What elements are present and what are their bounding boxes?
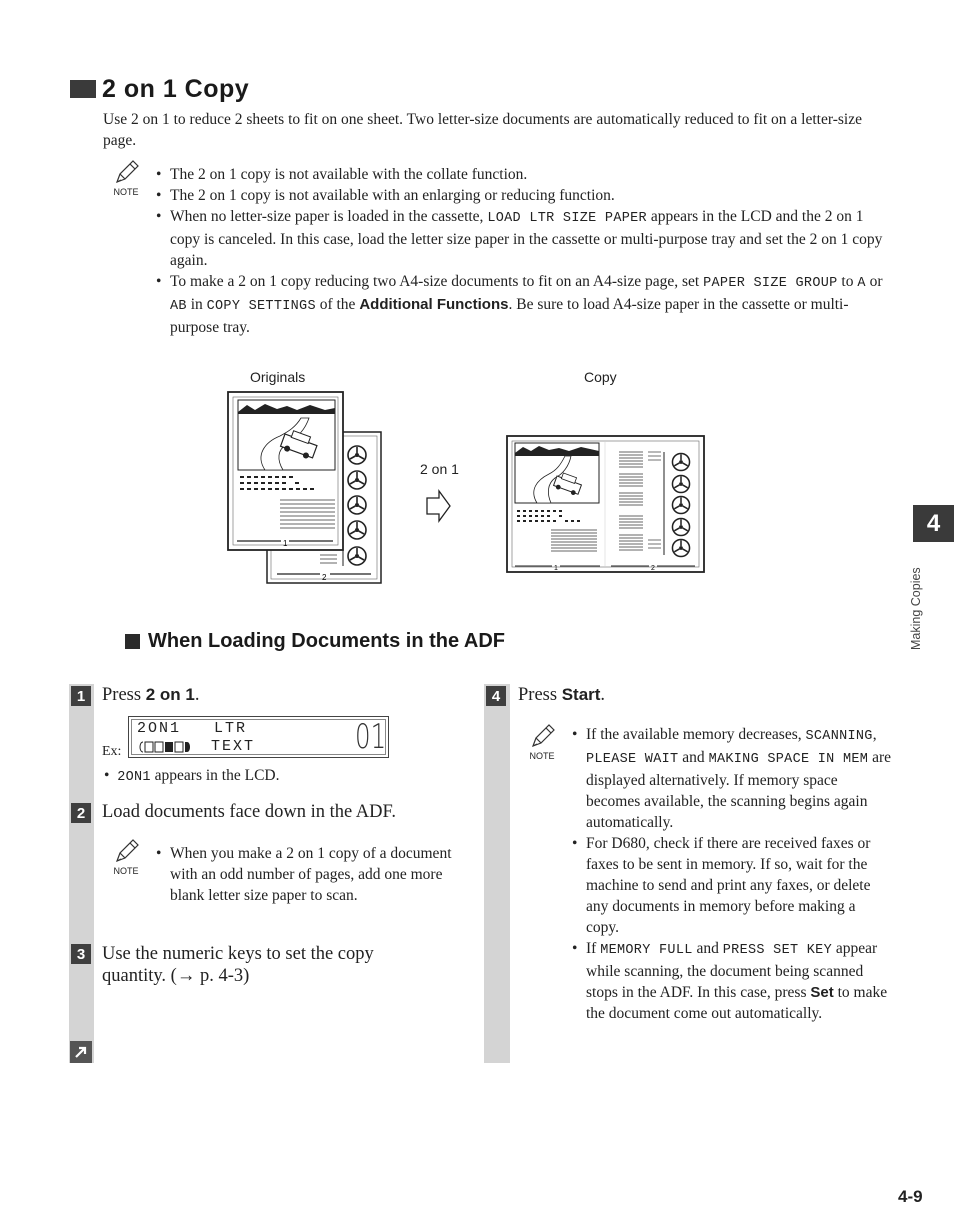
- step-number-4: 4: [486, 686, 506, 706]
- step-1-text: Press 2 on 1.: [102, 685, 200, 705]
- copy-page-number-1: 1: [554, 565, 558, 572]
- intro-paragraph: Use 2 on 1 to reduce 2 sheets to fit on one sheet. Two letter-size documents are automatically reduced to fit on a letter-size page.: [103, 111, 862, 149]
- chapter-caption: Making Copies: [909, 567, 923, 650]
- heading-marker: [70, 80, 96, 98]
- copy-label: Copy: [584, 369, 617, 385]
- step-number-3: 3: [71, 944, 91, 964]
- density-indicator-icon: [139, 740, 193, 752]
- list-item: • To make a 2 on 1 copy reducing two A4-size documents to fit on an A4-size page, set PAPER SIZE GROUP to A or AB in COPY SETTINGS of the Additional Functions. Be sure to load A4-size paper in the cassette or multi-purpose tray.: [156, 271, 888, 338]
- pencil-icon: [111, 158, 141, 184]
- original-page-1: [228, 392, 343, 550]
- step-1-bullet: • 2ON1 appears in the LCD.: [104, 767, 280, 785]
- page-number-1: 1: [283, 539, 288, 548]
- note-block: [110, 158, 142, 197]
- note-block: [526, 722, 558, 761]
- list-item: • If MEMORY FULL and PRESS SET KEY appear while scanning, the document being scanned stops in the ADF. In this case, press Set to make the document come out automatically.: [572, 938, 892, 1024]
- step-number-1: 1: [71, 686, 91, 706]
- note-block: [110, 837, 142, 876]
- arrow-label: 2 on 1: [420, 461, 459, 477]
- lcd-display: [128, 716, 389, 758]
- subsection-heading: [125, 630, 505, 653]
- step-3-text: Use the numeric keys to set the copy quantity. (→ p. 4-3): [102, 944, 374, 986]
- copy-page-number-2: 2: [651, 565, 655, 572]
- list-item: • The 2 on 1 copy is not available with an enlarging or reducing function.: [156, 185, 888, 206]
- heading-marker: [125, 634, 140, 649]
- left-step-bar: [69, 684, 94, 1063]
- right-step-bar: [484, 684, 510, 1063]
- example-label: Ex:: [102, 744, 122, 759]
- page-number-2: 2: [322, 573, 327, 582]
- list-item: • For D680, check if there are received faxes or faxes to be sent in memory. If so, wait for the machine to send and print any faxes, or delete any documents in memory before making a copy.: [572, 833, 892, 938]
- copy-page: [507, 436, 704, 572]
- page-number: 4-9: [898, 1187, 923, 1206]
- note-label: NOTE: [529, 751, 555, 761]
- list-item: • The 2 on 1 copy is not available with the collate function.: [156, 164, 888, 185]
- step-4-text: Press Start.: [518, 685, 606, 705]
- list-item: • If the available memory decreases, SCANNING, PLEASE WAIT and MAKING SPACE IN MEM are displayed alternatively. If memory space becomes available, the scanning begins again automatically.: [572, 724, 892, 833]
- step-number-2: 2: [71, 803, 91, 823]
- pencil-icon: [527, 722, 557, 748]
- note-list: [156, 164, 888, 338]
- originals-label: Originals: [250, 369, 306, 385]
- lcd-line-2: TEXT: [211, 738, 256, 755]
- list-item: • When you make a 2 on 1 copy of a document with an odd number of pages, add one more blank letter size paper to scan.: [156, 843, 452, 906]
- right-arrow-icon: [427, 491, 450, 521]
- note-label: NOTE: [113, 866, 139, 876]
- chapter-tab: 4: [913, 505, 954, 542]
- pencil-icon: [111, 837, 141, 863]
- continued-arrow-icon: [70, 1041, 92, 1063]
- two-on-one-diagram: [225, 390, 715, 590]
- page-title: 2 on 1 Copy: [102, 74, 250, 103]
- step-2-text: Load documents face down in the ADF.: [102, 802, 396, 822]
- note-list: [572, 724, 892, 1024]
- section-heading: [70, 74, 249, 104]
- note-label: NOTE: [113, 187, 139, 197]
- list-item: • When no letter-size paper is loaded in the cassette, LOAD LTR SIZE PAPER appears in the LCD and the 2 on 1 copy is canceled. In this case, load the letter size paper in the cassette or multi-purpose tray and set the 2 on 1 copy again.: [156, 206, 888, 271]
- note-list: [156, 843, 452, 906]
- lcd-counter: 01: [355, 717, 387, 757]
- subsection-title: When Loading Documents in the ADF: [148, 630, 506, 652]
- lcd-line-1: 2ON1 LTR: [137, 720, 248, 737]
